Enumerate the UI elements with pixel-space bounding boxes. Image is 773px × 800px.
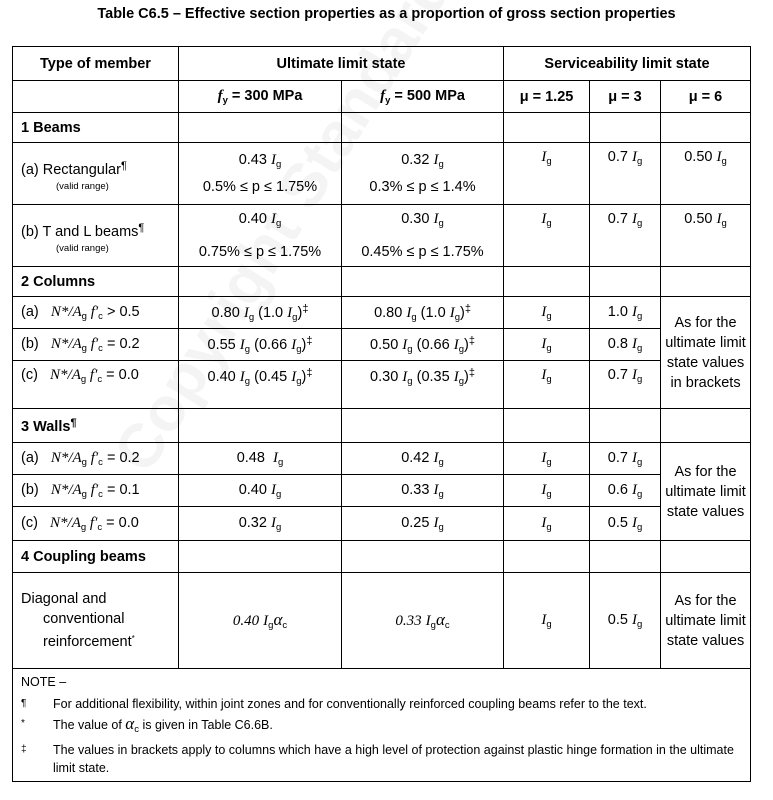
columns-row-a bbox=[13, 297, 751, 329]
columns-row-c-mu3: 0.7 $I_g$ bbox=[590, 361, 661, 409]
coupling-mu6: As for the ultimate limit state values bbox=[661, 573, 751, 669]
header-mu-1-25: μ = 1.25 bbox=[504, 81, 590, 113]
empty-cell bbox=[590, 113, 661, 143]
table-caption: Table C6.5 – Effective section properties as a proportion of gross section properties bbox=[97, 6, 676, 22]
empty-cell bbox=[342, 409, 504, 443]
coupling-row bbox=[13, 573, 751, 669]
walls-row-a bbox=[13, 443, 751, 475]
notes-cell bbox=[13, 669, 751, 782]
beams-rectangular-row bbox=[13, 143, 751, 205]
walls-row-c-fy500: 0.25 $I_g$ bbox=[342, 507, 504, 541]
columns-row-a-label: (a) $N*/A_g$ $f'_c > 0.5$ bbox=[13, 297, 179, 329]
section-columns-title: 2 Columns bbox=[13, 267, 179, 297]
walls-row-b-fy500: 0.33 $I_g$ bbox=[342, 475, 504, 507]
notes-heading: NOTE – bbox=[21, 675, 67, 689]
empty-cell bbox=[342, 113, 504, 143]
beams-tl-fy300: 0.40 $I_g$ 0.75% ≤ p ≤ 1.75% bbox=[179, 205, 342, 267]
header-fy-300: $f_y = 300$ MPa bbox=[179, 81, 342, 113]
walls-row-a-label: (a) $N*/A_g$ $f'_c = 0.2$ bbox=[13, 443, 179, 475]
walls-row-b-label: (b) $N*/A_g$ $f'_c = 0.1$ bbox=[13, 475, 179, 507]
columns-row-c-fy300: 0.40 $I_g$ (0.45 $I_g)^\ddagger$ bbox=[179, 361, 342, 409]
header-fy-500: $f_y = 500$ MPa bbox=[342, 81, 504, 113]
walls-row-a-fy500: 0.42 $I_g$ bbox=[342, 443, 504, 475]
empty-cell bbox=[590, 267, 661, 297]
section-walls-title: 3 Walls¶ bbox=[13, 409, 179, 443]
empty-cell bbox=[504, 267, 590, 297]
empty-cell bbox=[179, 267, 342, 297]
walls-row-c-label: (c) $N*/A_g$ $f'_c = 0.0$ bbox=[13, 507, 179, 541]
columns-row-a-mu125: $I_g$ bbox=[504, 297, 590, 329]
walls-row-c-mu3: 0.5 $I_g$ bbox=[590, 507, 661, 541]
coupling-mu3: 0.5 $I_g$ bbox=[590, 573, 661, 669]
beams-rectangular-fy500: 0.32 $I_g$ 0.3% ≤ p ≤ 1.4% bbox=[342, 143, 504, 205]
walls-row-a-mu3: 0.7 $I_g$ bbox=[590, 443, 661, 475]
empty-cell bbox=[661, 541, 751, 573]
beams-tl-label: (b) T and L beams¶ (valid range) bbox=[13, 205, 179, 267]
empty-cell bbox=[342, 267, 504, 297]
coupling-fy300: 0.40 $I_g\alpha_c$ bbox=[179, 573, 342, 669]
section-walls-row bbox=[13, 409, 751, 443]
header-row-1 bbox=[13, 47, 751, 81]
columns-row-b-label: (b) $N*/A_g$ $f'_c = 0.2$ bbox=[13, 329, 179, 361]
columns-row-a-mu3: 1.0 $I_g$ bbox=[590, 297, 661, 329]
coupling-mu125: $I_g$ bbox=[504, 573, 590, 669]
columns-row-b-fy500: 0.50 $I_g$ (0.66 $I_g)^\ddagger$ bbox=[342, 329, 504, 361]
empty-cell bbox=[504, 113, 590, 143]
walls-row-c-mu125: $I_g$ bbox=[504, 507, 590, 541]
note-2: * The value of $\alpha_c$ is given in Table C6.6B. bbox=[21, 714, 273, 735]
beams-tl-fy500: 0.30 $I_g$ 0.45% ≤ p ≤ 1.75% bbox=[342, 205, 504, 267]
section-coupling-row bbox=[13, 541, 751, 573]
beams-tl-row bbox=[13, 205, 751, 267]
columns-row-b-mu125: $I_g$ bbox=[504, 329, 590, 361]
walls-mu6-merged: As for the ultimate limit state values bbox=[661, 443, 751, 541]
columns-row-a-fy300: 0.80 $I_g$ (1.0 $I_g)^\ddagger$ bbox=[179, 297, 342, 329]
walls-row-a-fy300: 0.48 $I_g$ bbox=[179, 443, 342, 475]
section-properties-table bbox=[12, 46, 751, 782]
walls-row-a-mu125: $I_g$ bbox=[504, 443, 590, 475]
empty-cell bbox=[504, 541, 590, 573]
walls-row-b-fy300: 0.40 $I_g$ bbox=[179, 475, 342, 507]
beams-rectangular-mu3: 0.7 $I_g$ bbox=[590, 143, 661, 205]
header-mu-3: μ = 3 bbox=[590, 81, 661, 113]
columns-mu6-merged: As for the ultimate limit state values in brackets bbox=[661, 297, 751, 409]
columns-row-c-mu125: $I_g$ bbox=[504, 361, 590, 409]
beams-rectangular-fy300: 0.43 $I_g$ 0.5% ≤ p ≤ 1.75% bbox=[179, 143, 342, 205]
columns-row-b bbox=[13, 329, 751, 361]
columns-row-c-label: (c) $N*/A_g$ $f'_c = 0.0$ bbox=[13, 361, 179, 409]
walls-row-c-fy300: 0.32 $I_g$ bbox=[179, 507, 342, 541]
columns-row-a-fy500: 0.80 $I_g$ (1.0 $I_g)^\ddagger$ bbox=[342, 297, 504, 329]
note-1: ¶ For additional flexibility, within joint zones and for conventionally reinforced coupling beams refer to the text. bbox=[21, 697, 647, 711]
header-ultimate-limit-state: Ultimate limit state bbox=[179, 47, 504, 81]
walls-row-b-mu125: $I_g$ bbox=[504, 475, 590, 507]
columns-row-c-fy500: 0.30 $I_g$ (0.35 $I_g)^\ddagger$ bbox=[342, 361, 504, 409]
header-row-2 bbox=[13, 81, 751, 113]
walls-row-b bbox=[13, 475, 751, 507]
beams-tl-mu3: 0.7 $I_g$ bbox=[590, 205, 661, 267]
beams-tl-mu125: $I_g$ bbox=[504, 205, 590, 267]
empty-cell bbox=[504, 409, 590, 443]
section-columns-row bbox=[13, 267, 751, 297]
empty-cell bbox=[179, 113, 342, 143]
notes-row bbox=[13, 669, 751, 782]
walls-row-b-mu3: 0.6 $I_g$ bbox=[590, 475, 661, 507]
empty-cell bbox=[342, 541, 504, 573]
header-serviceability-limit-state: Serviceability limit state bbox=[504, 47, 751, 81]
empty-cell bbox=[179, 409, 342, 443]
header-mu-6: μ = 6 bbox=[661, 81, 751, 113]
section-beams-row bbox=[13, 113, 751, 143]
empty-cell bbox=[661, 409, 751, 443]
beams-rectangular-label: (a) Rectangular¶ (valid range) bbox=[13, 143, 179, 205]
empty-cell bbox=[590, 541, 661, 573]
columns-row-b-fy300: 0.55 $I_g$ (0.66 $I_g)^\ddagger$ bbox=[179, 329, 342, 361]
columns-row-b-mu3: 0.8 $I_g$ bbox=[590, 329, 661, 361]
note-3: ‡ The values in brackets apply to columns which have a high level of protection against plastic hinge formation in the ultimate limit state. bbox=[21, 743, 734, 775]
beams-tl-mu6: 0.50 $I_g$ bbox=[661, 205, 751, 267]
empty-cell bbox=[590, 409, 661, 443]
section-coupling-title: 4 Coupling beams bbox=[13, 541, 179, 573]
walls-row-c bbox=[13, 507, 751, 541]
columns-row-c bbox=[13, 361, 751, 409]
section-beams-title: 1 Beams bbox=[13, 113, 179, 143]
empty-cell bbox=[661, 267, 751, 297]
coupling-label: Diagonal and conventional reinforcement* bbox=[13, 573, 179, 669]
beams-rectangular-mu6: 0.50 $I_g$ bbox=[661, 143, 751, 205]
empty-cell bbox=[179, 541, 342, 573]
header-type-of-member: Type of member bbox=[13, 47, 179, 81]
coupling-fy500: 0.33 $I_g\alpha_c$ bbox=[342, 573, 504, 669]
header-empty bbox=[13, 81, 179, 113]
beams-rectangular-mu125: $I_g$ bbox=[504, 143, 590, 205]
empty-cell bbox=[661, 113, 751, 143]
